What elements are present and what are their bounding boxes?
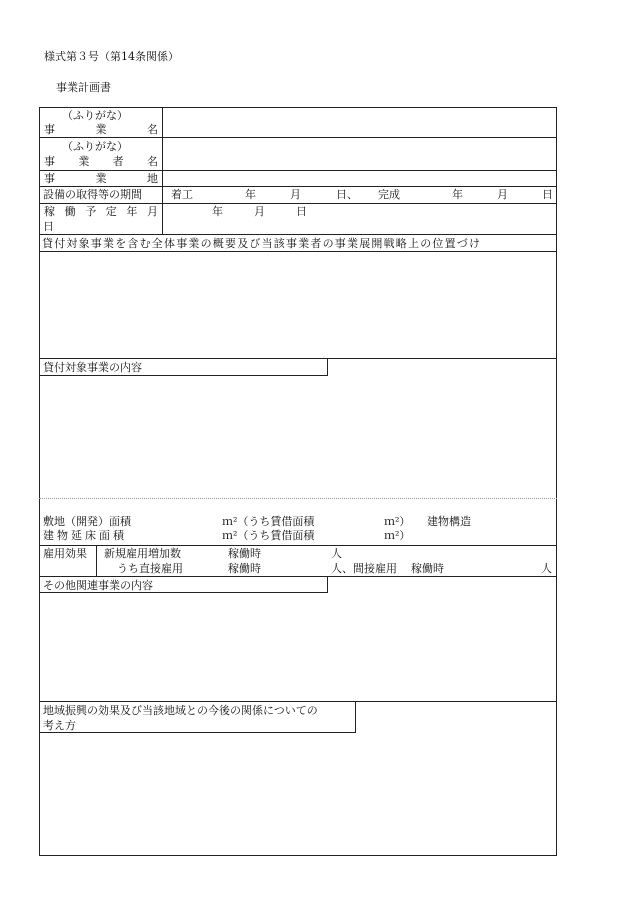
label-column-divider bbox=[162, 107, 163, 234]
kansei-year-label: 年 bbox=[452, 188, 463, 201]
kansei-day-label: 日 bbox=[542, 188, 553, 201]
shikichi-unit-close: ｍ²） bbox=[384, 515, 411, 528]
koyou-divider bbox=[96, 545, 97, 576]
row-divider bbox=[39, 203, 557, 204]
kansei-month-label: 月 bbox=[497, 188, 508, 201]
kikan-label: 設備の取得等の期間 bbox=[43, 188, 142, 201]
kadou-month-label: 月 bbox=[254, 205, 265, 218]
nin-label-1: 人 bbox=[331, 547, 342, 560]
zentai-text-area[interactable] bbox=[41, 253, 555, 356]
chiiki-section-heading-line1: 地域振興の効果及び当該地域との今後の関係についての bbox=[43, 704, 318, 717]
row-divider bbox=[39, 137, 557, 138]
row-divider bbox=[39, 234, 557, 235]
row-divider bbox=[39, 186, 557, 187]
kadou-label: 稼 働 予 定 年 月 bbox=[44, 205, 158, 218]
shinki-label: 新規雇用増加数 bbox=[104, 547, 181, 560]
row-divider bbox=[39, 170, 557, 171]
jigyochi-field[interactable] bbox=[166, 172, 554, 185]
jigyo-mei-field[interactable] bbox=[166, 109, 554, 135]
chakko-month-label: 月 bbox=[290, 188, 301, 201]
sonota-section-heading: その他関連事業の内容 bbox=[43, 579, 153, 592]
chakko-year-label: 年 bbox=[245, 188, 256, 201]
row-divider bbox=[39, 251, 557, 252]
nobeyuka-unit: ｍ²（うち賃借面積 bbox=[222, 529, 315, 542]
kansetsu-label: 人、間接雇用 bbox=[331, 562, 397, 575]
kadouji-label-3: 稼働時 bbox=[411, 562, 444, 575]
nin-label-3: 人 bbox=[541, 562, 552, 575]
furigana-label: （ふりがな） bbox=[62, 140, 128, 153]
row-divider bbox=[39, 545, 557, 546]
kansei-label: 完成 bbox=[378, 188, 400, 201]
koyou-label: 雇用効果 bbox=[43, 547, 87, 560]
shikichi-unit: ｍ²（うち賃借面積 bbox=[222, 515, 315, 528]
shikichi-label: 敷地（開発）面積 bbox=[43, 515, 131, 528]
form-number-label: 様式第３号（第14条関係） bbox=[44, 50, 179, 63]
sonota-text-area[interactable] bbox=[41, 595, 555, 699]
dotted-divider bbox=[39, 498, 557, 499]
kadou-label-day: 日 bbox=[43, 220, 54, 233]
chakko-label: 着工 bbox=[171, 188, 193, 201]
furigana-label: （ふりがな） bbox=[62, 109, 128, 122]
kadou-day-label: 日 bbox=[296, 205, 307, 218]
chiiki-text-area[interactable] bbox=[41, 735, 555, 854]
nobeyuka-label: 建物延床面積 bbox=[43, 529, 127, 542]
kadouji-label-2: 稼働時 bbox=[228, 562, 261, 575]
naiyo-section-heading: 貸付対象事業の内容 bbox=[43, 361, 142, 374]
jigyosha-mei-field[interactable] bbox=[166, 140, 554, 168]
jigyochi-label: 事 業 地 bbox=[44, 172, 158, 185]
zentai-section-heading: 貸付対象事業を含む全体事業の概要及び当該事業者の事業展開戦略上の位置づけ bbox=[42, 237, 482, 250]
chokusetsu-label: うち直接雇用 bbox=[117, 562, 183, 575]
nobeyuka-unit-close: ｍ²） bbox=[384, 529, 411, 542]
chakko-day-label: 日、 bbox=[336, 188, 358, 201]
chiiki-section-heading-line2: 考え方 bbox=[43, 719, 76, 732]
naiyo-text-area[interactable] bbox=[41, 378, 555, 496]
jigyo-mei-label: 事 業 名 bbox=[44, 123, 158, 136]
document-title: 事業計画書 bbox=[56, 81, 111, 94]
jigyosha-mei-label: 事 業 者 名 bbox=[44, 155, 158, 168]
kadouji-label-1: 稼働時 bbox=[228, 547, 261, 560]
kadou-year-label: 年 bbox=[212, 205, 223, 218]
kozo-label: 建物構造 bbox=[427, 515, 471, 528]
